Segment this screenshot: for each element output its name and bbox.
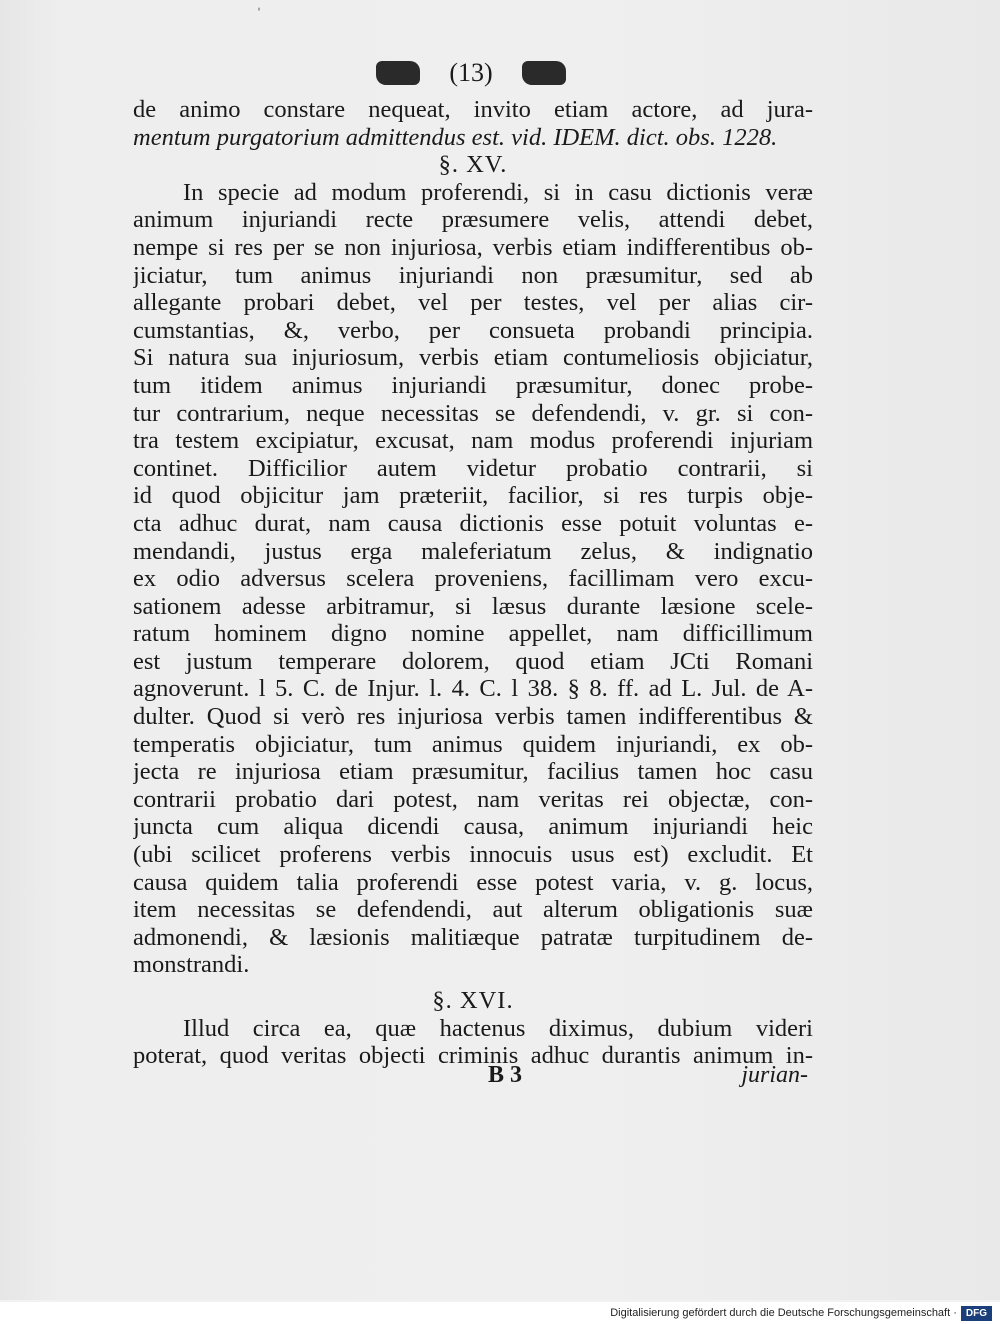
- page-header: [376, 56, 566, 90]
- text-line: nempe si res per se non injuriosa, verbis etiam indifferentibus ob-: [133, 233, 813, 261]
- text-line: Si natura sua injuriosum, verbis etiam contumeliosis objiciatur,: [133, 344, 813, 372]
- catchword: jurian-: [741, 1061, 808, 1088]
- text-line: jiciatur, tum animus injuriandi non præsumitur, sed ab: [133, 261, 813, 289]
- text-line: item necessitas se defendendi, aut alterum obligationis suæ: [133, 896, 813, 924]
- text-line: monstrandi.: [133, 951, 250, 979]
- text-line: (ubi scilicet proferens verbis innocuis usus est) excludit. Et: [133, 841, 813, 869]
- text-line: poterat, quod veritas objecti criminis adhuc durantis animum in-: [133, 1042, 813, 1070]
- margin-mark: ˈ: [256, 4, 262, 24]
- text-line: jecta re injuriosa etiam præsumitur, facilius tamen hoc casu: [133, 758, 813, 786]
- text-line: contrarii probatio dari potest, nam veritas rei objectæ, con-: [133, 785, 813, 813]
- text-line: ex odio adversus scelera proveniens, facillimam vero excu-: [133, 565, 813, 593]
- credit-text: Digitalisierung gefördert durch die Deutsche Forschungsgemeinschaft ·: [610, 1307, 957, 1319]
- text-line: ratum hominem digno nomine appellet, nam difficillimum: [133, 620, 813, 648]
- text-line: animum injuriandi recte præsumere velis, attendi debet,: [133, 206, 813, 234]
- text-line: temperatis objiciatur, tum animus quidem injuriandi, ex ob-: [133, 730, 813, 758]
- text-line: sationem adesse arbitramur, si læsus durante læsione scele-: [133, 592, 813, 620]
- text-line: admonendi, & læsionis malitiæque patratæ turpitudinem de-: [133, 923, 813, 951]
- digitization-credit: [0, 1302, 1000, 1324]
- signature-mark: B 3: [488, 1061, 523, 1088]
- text-body: [133, 96, 813, 1070]
- section-heading: §. XV.: [438, 151, 508, 179]
- text-line: mentum purgatorium admittendus est. vid. IDEM. dict. obs. 1228.: [133, 123, 778, 151]
- text-line: mendandi, justus erga maleferiatum zelus, & indignatio: [133, 537, 813, 565]
- text-line: In specie ad modum proferendi, si in casu dictionis veræ: [183, 178, 813, 206]
- text-line: id quod objicitur jam præteriit, facilior, si res turpis obje-: [133, 482, 813, 510]
- page-footer: [488, 1060, 808, 1090]
- text-line: allegante probari debet, vel per testes, vel per alias cir-: [133, 289, 813, 317]
- text-line: dulter. Quod si verò res injuriosa verbis tamen indifferentibus &: [133, 703, 813, 731]
- section-heading: §. XVI.: [432, 987, 514, 1014]
- ornament-left-icon: [376, 61, 420, 85]
- text-line: est justum temperare dolorem, quod etiam JCti Romani: [133, 647, 813, 675]
- text-line: causa quidem talia proferendi esse potest varia, v. g. locus,: [133, 868, 813, 896]
- text-line: continet. Difficilior autem videtur probatio contrarii, si: [133, 454, 813, 482]
- text-line: cumstantias, &, verbo, per consueta probandi principia.: [133, 316, 813, 344]
- text-line: agnoverunt. l 5. C. de Injur. l. 4. C. l 38. § 8. ff. ad L. Jul. de A-: [133, 675, 813, 703]
- ornament-right-icon: [522, 61, 566, 85]
- text-line: tur contrarium, neque necessitas se defendendi, v. gr. si con-: [133, 399, 813, 427]
- text-line: cta adhuc durat, nam causa dictionis esse potuit voluntas e-: [133, 509, 813, 537]
- text-line: juncta cum aliqua dicendi causa, animum injuriandi heic: [133, 813, 813, 841]
- text-line: Illud circa ea, quæ hactenus diximus, dubium videri: [183, 1014, 813, 1042]
- dfg-logo-icon: DFG: [961, 1306, 992, 1321]
- page-number: (13): [449, 58, 493, 87]
- text-line: de animo constare nequeat, invito etiam actore, ad jura-: [133, 96, 813, 123]
- text-line: tum itidem animus injuriandi præsumitur, donec probe-: [133, 371, 813, 399]
- text-line: tra testem excipiatur, excusat, nam modus proferendi injuriam: [133, 427, 813, 455]
